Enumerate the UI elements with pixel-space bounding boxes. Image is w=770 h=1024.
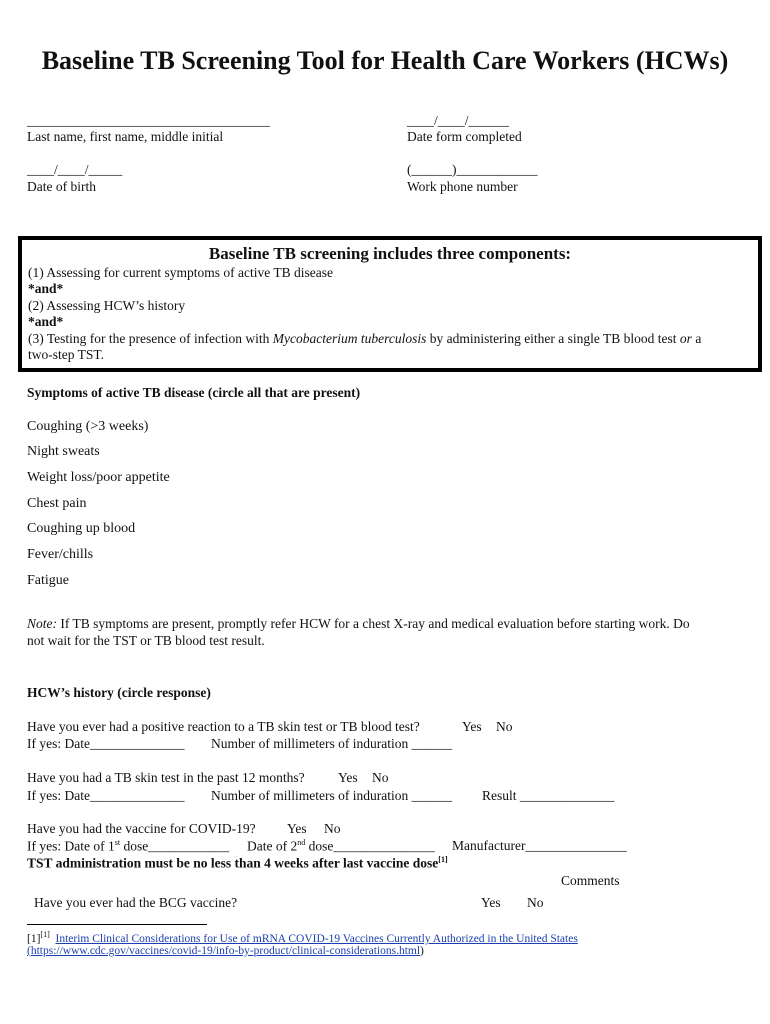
footnote-line-2	[27, 945, 424, 957]
box-line-3-mid: by administering either a single TB blood test	[426, 330, 680, 346]
q1-date[interactable]: If yes: Date______________	[27, 736, 185, 751]
box-title: Baseline TB screening includes three components:	[208, 244, 572, 263]
q3-no[interactable]: No	[324, 821, 341, 836]
name-blank[interactable]: ____________________________________	[27, 113, 270, 128]
page-title: Baseline TB Screening Tool for Health Care Workers (HCWs)	[41, 46, 729, 75]
box-line-1: (1) Assessing for current symptoms of active TB disease	[28, 264, 333, 280]
box-line-3-or: or	[679, 330, 692, 346]
q3-dose-1[interactable]	[27, 838, 229, 855]
note-line-2: not wait for the TST or TB blood test result.	[27, 633, 265, 648]
q3-dose-2-post: dose_______________	[305, 838, 435, 854]
q4-text: Have you ever had the BCG vaccine?	[34, 895, 238, 910]
q3-manufacturer[interactable]: Manufacturer_______________	[452, 838, 627, 853]
q2-date[interactable]: If yes: Date______________	[27, 788, 185, 803]
box-line-2: (2) Assessing HCW’s history	[28, 297, 186, 313]
q2-result[interactable]: Result ______________	[482, 788, 615, 803]
symptom-item[interactable]: Night sweats	[27, 444, 100, 459]
q1-yes[interactable]: Yes	[462, 719, 482, 734]
box-and-2: *and*	[28, 314, 64, 329]
symptoms-heading: Symptoms of active TB disease (circle all that are present)	[27, 385, 361, 400]
phone-label: Work phone number	[407, 179, 518, 194]
note-text-1: If TB symptoms are present, promptly refer HCW for a chest X-ray and medical evaluation before starting work. Do	[57, 616, 690, 631]
q3-text: Have you had the vaccine for COVID-19?	[27, 821, 256, 836]
box-line-3-post: a	[691, 330, 702, 346]
q2-yes[interactable]: Yes	[338, 770, 358, 785]
symptom-item[interactable]: Fever/chills	[27, 547, 94, 562]
symptom-item[interactable]: Coughing up blood	[27, 521, 136, 536]
date-completed-label: Date form completed	[407, 129, 522, 144]
components-box	[18, 236, 762, 372]
tst-footnote-ref[interactable]: [1]	[438, 855, 448, 864]
q3-dose-2-sup: nd	[297, 838, 306, 847]
footnote-divider	[27, 924, 207, 925]
q3-dose-2-pre: Date of 2	[247, 838, 298, 854]
symptom-item[interactable]: Coughing (>3 weeks)	[27, 419, 149, 434]
footnote-marker: [1]	[27, 932, 41, 945]
box-line-3	[28, 331, 752, 348]
q2-induration[interactable]: Number of millimeters of induration ______	[211, 788, 453, 803]
q4-no[interactable]: No	[527, 895, 544, 910]
q3-yes[interactable]: Yes	[287, 821, 307, 836]
box-line-3-pre: (3) Testing for the presence of infection with	[28, 330, 273, 346]
footnote-marker-sup: [1]	[40, 930, 50, 939]
q1-text: Have you ever had a positive reaction to a TB skin test or TB blood test?	[27, 719, 420, 734]
comments-label: Comments	[561, 873, 620, 888]
q2-text: Have you had a TB skin test in the past 12 months?	[27, 770, 305, 785]
history-heading: HCW’s history (circle response)	[27, 685, 211, 700]
q3-dose-1-post: dose____________	[120, 838, 230, 854]
tst-warning	[27, 855, 448, 872]
q3-dose-1-sup: st	[114, 838, 121, 847]
box-and-1: *and*	[28, 281, 64, 296]
dob-blank[interactable]: ____/____/_____	[27, 162, 123, 177]
symptom-item[interactable]: Chest pain	[27, 496, 87, 511]
footnote-line-1	[27, 930, 578, 945]
q2-no[interactable]: No	[372, 770, 389, 785]
name-label: Last name, first name, middle initial	[27, 129, 224, 144]
footnote-url[interactable]: (https://www.cdc.gov/vaccines/covid-19/info-by-product/clinical-considerations.html	[27, 945, 421, 957]
box-line-3-italic: Mycobacterium tuberculosis	[272, 330, 427, 346]
symptom-item[interactable]: Fatigue	[27, 573, 69, 588]
q1-induration[interactable]: Number of millimeters of induration ______	[211, 736, 453, 751]
note-label: Note:	[27, 616, 57, 631]
footnote-link[interactable]: Interim Clinical Considerations for Use of mRNA COVID-19 Vaccines Currently Authorized in the United States	[55, 932, 578, 945]
tst-warning-text: TST administration must be no less than 4 weeks after last vaccine dose	[27, 855, 439, 871]
note-line-1	[27, 616, 690, 632]
box-line-3-cont: two-step TST.	[28, 347, 104, 362]
date-completed-blank[interactable]: ____/____/______	[407, 113, 510, 128]
q3-dose-2[interactable]	[247, 838, 435, 855]
q1-no[interactable]: No	[496, 719, 513, 734]
q3-dose-1-pre: If yes: Date of 1	[27, 838, 115, 854]
footnote-close: )	[420, 945, 424, 957]
symptom-item[interactable]: Weight loss/poor appetite	[27, 470, 170, 485]
dob-label: Date of birth	[27, 179, 96, 194]
phone-blank[interactable]: (______)____________	[407, 162, 538, 177]
q4-yes[interactable]: Yes	[481, 895, 501, 910]
